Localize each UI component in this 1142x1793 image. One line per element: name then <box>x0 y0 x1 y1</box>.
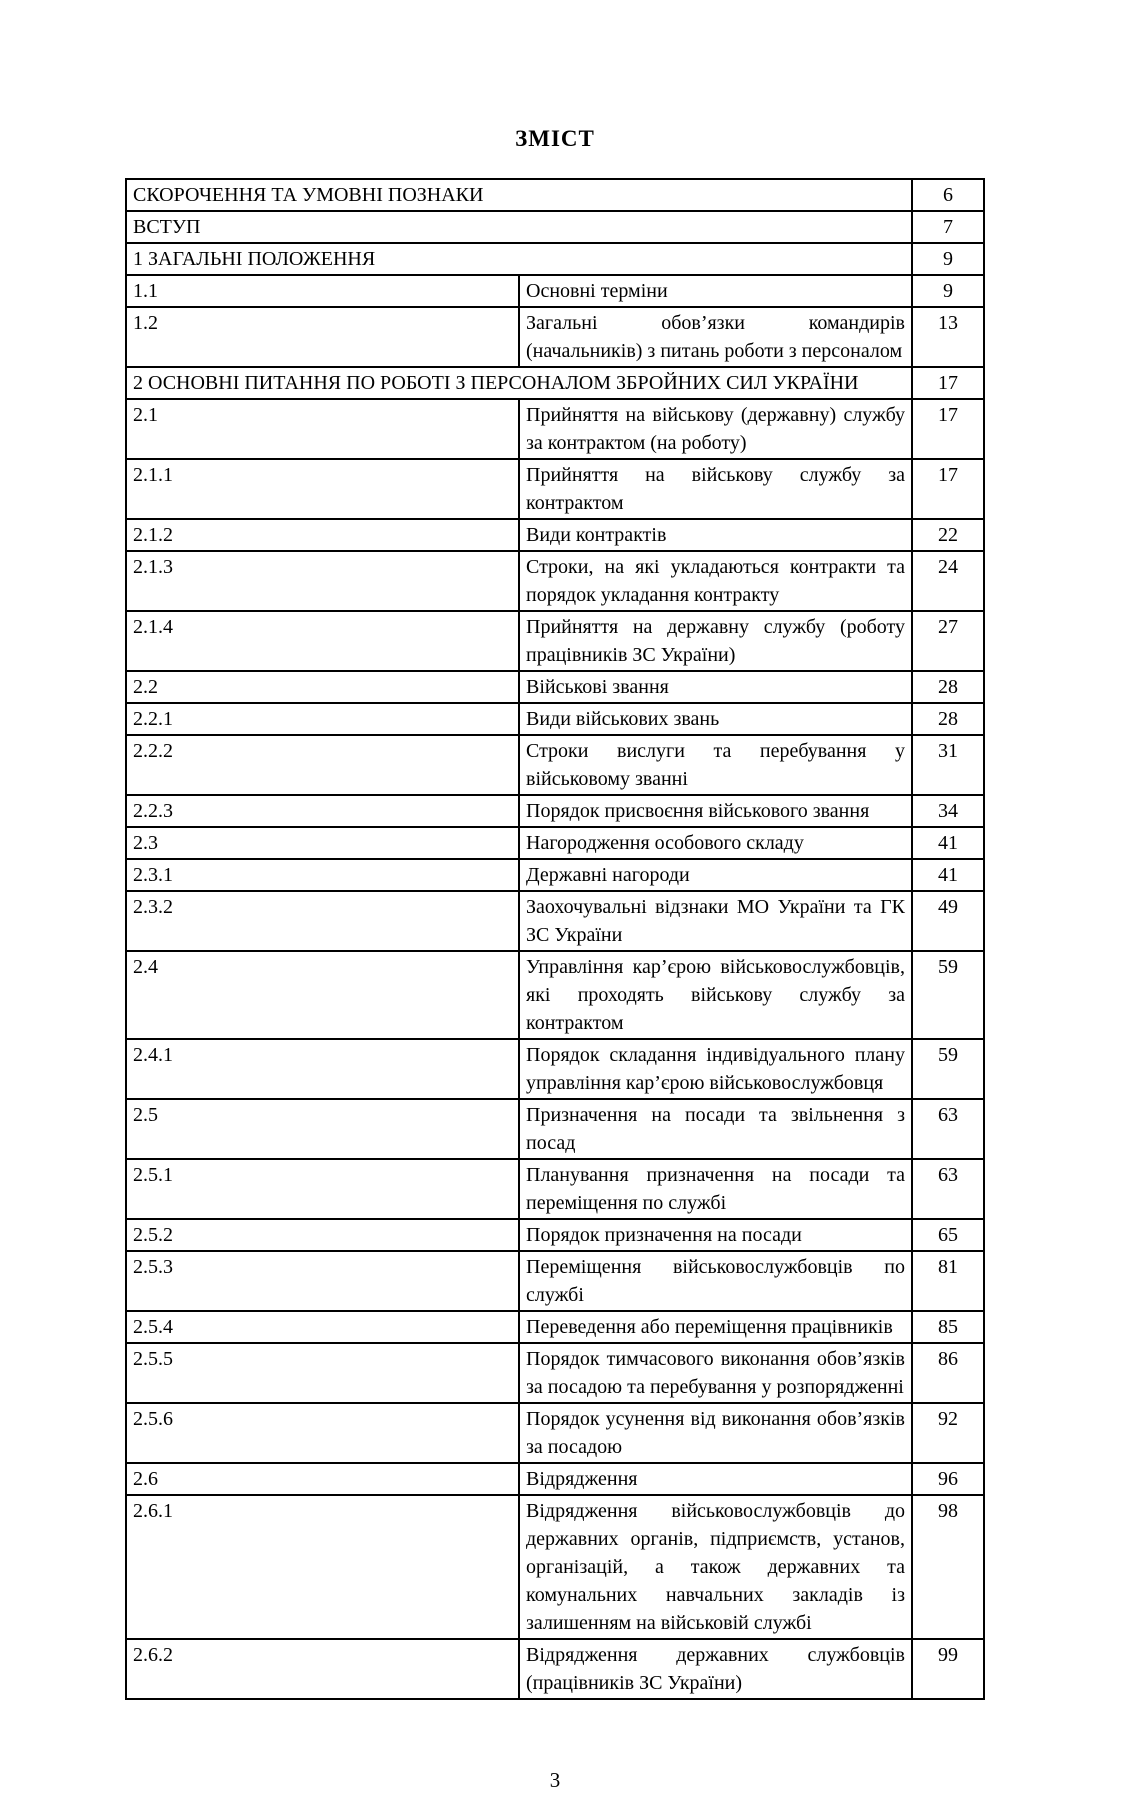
toc-entry-page: 9 <box>912 243 984 275</box>
toc-entry-title: Основні терміни <box>519 275 912 307</box>
toc-entry-page: 24 <box>912 551 984 611</box>
toc-row <box>126 611 984 671</box>
toc-entry-title: Порядок усунення від виконання обов’язків за посадою <box>519 1403 912 1463</box>
toc-entry-title: Порядок складання індивідуального плану управління кар’єрою військовослужбовця <box>519 1039 912 1099</box>
toc-row <box>126 211 984 243</box>
toc-row <box>126 951 984 1039</box>
toc-entry-title: Види військових звань <box>519 703 912 735</box>
toc-entry-title: Заохочувальні відзнаки МО України та ГК ЗС України <box>519 891 912 951</box>
toc-entry-page: 85 <box>912 1311 984 1343</box>
toc-entry-page: 49 <box>912 891 984 951</box>
toc-entry-page: 17 <box>912 459 984 519</box>
toc-entry-number: 2.5 <box>126 1099 519 1159</box>
toc-row <box>126 1099 984 1159</box>
toc-row <box>126 1251 984 1311</box>
toc-row <box>126 671 984 703</box>
toc-entry-title: Планування призначення на посади та переміщення по службі <box>519 1159 912 1219</box>
toc-entry-title: Нагородження особового складу <box>519 827 912 859</box>
toc-entry-title: Відрядження державних службовців (працівників ЗС України) <box>519 1639 912 1699</box>
toc-entry-page: 98 <box>912 1495 984 1639</box>
toc-entry-number: 2.5.3 <box>126 1251 519 1311</box>
toc-entry-page: 92 <box>912 1403 984 1463</box>
toc-entry-page: 96 <box>912 1463 984 1495</box>
toc-entry-title: Державні нагороди <box>519 859 912 891</box>
toc-row <box>126 859 984 891</box>
toc-entry-number: 2.6 <box>126 1463 519 1495</box>
toc-entry-number: 2.5.2 <box>126 1219 519 1251</box>
toc-entry-page: 9 <box>912 275 984 307</box>
toc-entry-number: 2.5.5 <box>126 1343 519 1403</box>
toc-entry-number: 1.2 <box>126 307 519 367</box>
toc-row <box>126 367 984 399</box>
toc-entry-page: 63 <box>912 1159 984 1219</box>
toc-entry-page: 13 <box>912 307 984 367</box>
toc-row <box>126 1219 984 1251</box>
toc-entry-title: СКОРОЧЕННЯ ТА УМОВНІ ПОЗНАКИ <box>126 179 912 211</box>
toc-row <box>126 275 984 307</box>
toc-entry-title: Призначення на посади та звільнення з посад <box>519 1099 912 1159</box>
toc-entry-page: 28 <box>912 703 984 735</box>
toc-entry-number: 2.1.4 <box>126 611 519 671</box>
toc-row <box>126 1495 984 1639</box>
toc-row <box>126 1039 984 1099</box>
toc-entry-title: Прийняття на державну службу (роботу працівників ЗС України) <box>519 611 912 671</box>
toc-entry-page: 59 <box>912 951 984 1039</box>
toc-row <box>126 1463 984 1495</box>
toc-row <box>126 1159 984 1219</box>
toc-row <box>126 1343 984 1403</box>
toc-entry-number: 2.4 <box>126 951 519 1039</box>
toc-row <box>126 1311 984 1343</box>
toc-row <box>126 735 984 795</box>
toc-entry-page: 6 <box>912 179 984 211</box>
toc-row <box>126 519 984 551</box>
toc-entry-title: ВСТУП <box>126 211 912 243</box>
toc-row <box>126 891 984 951</box>
toc-entry-number: 2.3.2 <box>126 891 519 951</box>
toc-entry-number: 2.1.3 <box>126 551 519 611</box>
toc-entry-title: Відрядження військовослужбовців до державних органів, підприємств, установ, організацій, а також державних та комунальних навчальних закладів із залишенням на військовій службі <box>519 1495 912 1639</box>
toc-entry-title: Строки, на які укладаються контракти та порядок укладання контракту <box>519 551 912 611</box>
toc-entry-title: Відрядження <box>519 1463 912 1495</box>
toc-entry-title: Порядок призначення на посади <box>519 1219 912 1251</box>
toc-entry-title: Переміщення військовослужбовців по службі <box>519 1251 912 1311</box>
toc-table <box>125 178 985 1700</box>
toc-row <box>126 399 984 459</box>
toc-row <box>126 307 984 367</box>
toc-row <box>126 1639 984 1699</box>
toc-entry-title: 2 ОСНОВНІ ПИТАННЯ ПО РОБОТІ З ПЕРСОНАЛОМ ЗБРОЙНИХ СИЛ УКРАЇНИ <box>126 367 912 399</box>
toc-entry-title: Порядок присвоєння військового звання <box>519 795 912 827</box>
toc-entry-number: 2.6.2 <box>126 1639 519 1699</box>
toc-row <box>126 827 984 859</box>
toc-entry-page: 65 <box>912 1219 984 1251</box>
toc-entry-number: 2.3 <box>126 827 519 859</box>
toc-entry-number: 1.1 <box>126 275 519 307</box>
toc-entry-number: 2.1.2 <box>126 519 519 551</box>
toc-entry-title: Порядок тимчасового виконання обов’язків за посадою та перебування у розпорядженні <box>519 1343 912 1403</box>
toc-entry-number: 2.6.1 <box>126 1495 519 1639</box>
toc-entry-title: Переведення або переміщення працівників <box>519 1311 912 1343</box>
toc-entry-number: 2.2.3 <box>126 795 519 827</box>
toc-entry-page: 34 <box>912 795 984 827</box>
toc-entry-page: 81 <box>912 1251 984 1311</box>
toc-entry-page: 17 <box>912 399 984 459</box>
toc-table-body <box>126 179 984 1699</box>
toc-entry-title: Види контрактів <box>519 519 912 551</box>
toc-entry-title: Прийняття на військову (державну) службу за контрактом (на роботу) <box>519 399 912 459</box>
toc-row <box>126 459 984 519</box>
toc-row <box>126 703 984 735</box>
page-number: 3 <box>549 1768 561 1792</box>
document-page <box>125 0 985 1793</box>
toc-entry-page: 41 <box>912 859 984 891</box>
toc-entry-number: 2.2 <box>126 671 519 703</box>
toc-entry-page: 27 <box>912 611 984 671</box>
toc-entry-number: 2.2.1 <box>126 703 519 735</box>
toc-row <box>126 1403 984 1463</box>
toc-row <box>126 795 984 827</box>
toc-entry-number: 2.1 <box>126 399 519 459</box>
toc-entry-page: 7 <box>912 211 984 243</box>
toc-entry-page: 63 <box>912 1099 984 1159</box>
toc-entry-number: 2.5.4 <box>126 1311 519 1343</box>
toc-entry-page: 31 <box>912 735 984 795</box>
toc-entry-number: 2.1.1 <box>126 459 519 519</box>
toc-entry-title: Військові звання <box>519 671 912 703</box>
toc-entry-title: Управління кар’єрою військовослужбовців, які проходять військову службу за контрактом <box>519 951 912 1039</box>
toc-row <box>126 243 984 275</box>
toc-row <box>126 551 984 611</box>
toc-entry-page: 17 <box>912 367 984 399</box>
page-title: ЗМІСТ <box>515 126 595 151</box>
toc-entry-title: Загальні обов’язки командирів (начальників) з питань роботи з персоналом <box>519 307 912 367</box>
toc-entry-title: 1 ЗАГАЛЬНІ ПОЛОЖЕННЯ <box>126 243 912 275</box>
toc-entry-number: 2.5.6 <box>126 1403 519 1463</box>
toc-entry-number: 2.5.1 <box>126 1159 519 1219</box>
toc-entry-page: 86 <box>912 1343 984 1403</box>
toc-entry-page: 59 <box>912 1039 984 1099</box>
toc-entry-title: Прийняття на військову службу за контрактом <box>519 459 912 519</box>
toc-entry-page: 28 <box>912 671 984 703</box>
toc-entry-page: 99 <box>912 1639 984 1699</box>
toc-entry-title: Строки вислуги та перебування у військовому званні <box>519 735 912 795</box>
toc-row <box>126 179 984 211</box>
toc-entry-number: 2.4.1 <box>126 1039 519 1099</box>
toc-entry-page: 22 <box>912 519 984 551</box>
toc-entry-page: 41 <box>912 827 984 859</box>
toc-entry-number: 2.3.1 <box>126 859 519 891</box>
toc-entry-number: 2.2.2 <box>126 735 519 795</box>
